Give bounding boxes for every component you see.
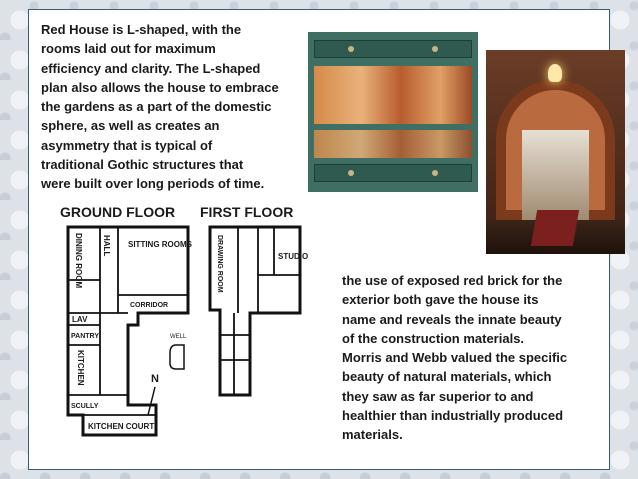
lantern-icon (548, 64, 562, 82)
north-label: N (151, 373, 159, 385)
corridor-photo (486, 50, 625, 254)
dining-room-label: DINING ROOM (74, 233, 83, 289)
kitchen-label: KITCHEN (76, 350, 85, 386)
well-icon (170, 345, 184, 369)
pantry-label: PANTRY (71, 333, 99, 340)
knob-icon (432, 46, 438, 52)
ground-floor-title: GROUND FLOOR (60, 204, 176, 220)
slide-panel (28, 9, 610, 470)
well-label: WELL (170, 334, 187, 340)
materials-paragraph: the use of exposed red brick for the exterior both gave the house its name and reveals the innate beauty of the construction materials. Morris and Webb valued the specific beauty of natural materials, which they saw as far superior to and healthier than industrially produced materials. (342, 273, 568, 443)
corridor-label: CORRIDOR (130, 302, 169, 309)
floor-plan-drawing (38, 195, 338, 457)
scully-label: SCULLY (71, 403, 99, 410)
painted-panel-lower (314, 130, 472, 158)
hallway (522, 130, 589, 220)
hall-label: HALL (102, 235, 111, 257)
kitchen-court-label: KITCHEN COURT (88, 422, 155, 431)
studio-label: STUDIO (278, 252, 309, 261)
drawing-room-label: DRAWING ROOM (216, 235, 223, 293)
knob-icon (348, 46, 354, 52)
north-arrow-icon (148, 387, 155, 415)
painted-panel (314, 66, 472, 124)
intro-paragraph: Red House is L-shaped, with the rooms laid out for maximum efficiency and clarity. The L-shaped plan also allows the house to embrace the gardens as a part of the domestic sphere, as well as creates an asymmetry that is typical of traditional Gothic structures that were built over long periods of time. (41, 22, 279, 192)
first-floor-title: FIRST FLOOR (200, 204, 294, 220)
rug (531, 210, 579, 246)
knob-icon (348, 170, 354, 176)
knob-icon (432, 170, 438, 176)
painted-cabinet-photo (308, 32, 478, 192)
cabinet-top-drawer (314, 40, 472, 58)
lav-label: LAV (72, 315, 88, 324)
cabinet-bottom-drawer (314, 164, 472, 182)
sitting-rooms-label: SITTING ROOMS (128, 240, 192, 249)
